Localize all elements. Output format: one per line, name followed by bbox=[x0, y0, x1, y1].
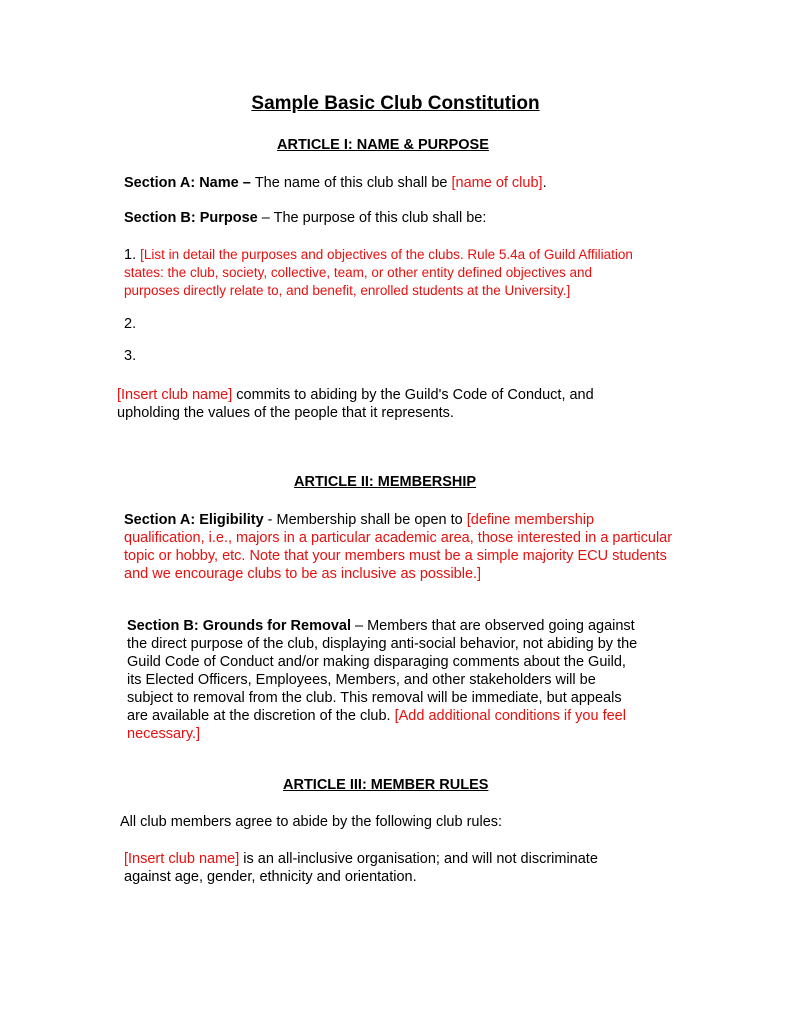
article-2-section-a bbox=[124, 511, 672, 583]
section-a-dash: – bbox=[238, 175, 255, 191]
article-1-section-b bbox=[124, 209, 486, 227]
member-rule-1 bbox=[124, 850, 598, 886]
removal-line-4: its Elected Officers, Employees, Members, and other stakeholders will be bbox=[127, 672, 596, 688]
eligibility-placeholder-start: [define membership bbox=[466, 512, 595, 528]
rule-line-1: is an all-inclusive organisation; and will not discriminate bbox=[239, 851, 598, 867]
removal-line-5: subject to removal from the club. This removal will be immediate, but appeals bbox=[127, 690, 622, 706]
purpose-item-3: 3. bbox=[124, 348, 137, 364]
purpose-item-1 bbox=[124, 246, 633, 300]
purpose-item-1-line-1: [List in detail the purposes and objectives of the clubs. Rule 5.4a of Guild Affiliation bbox=[140, 247, 633, 262]
article-2-heading: ARTICLE II: MEMBERSHIP bbox=[294, 474, 477, 490]
purpose-item-2: 2. bbox=[124, 316, 137, 332]
purpose-item-1-number: 1. bbox=[124, 247, 141, 263]
eligibility-placeholder-line-2: qualification, i.e., majors in a particular academic area, those interested in a particular bbox=[124, 530, 673, 546]
member-rules-intro: All club members agree to abide by the following club rules: bbox=[120, 814, 503, 830]
section-a-period: . bbox=[542, 175, 547, 191]
name-of-club-placeholder: [name of club] bbox=[451, 175, 543, 191]
page-title: Sample Basic Club Constitution bbox=[251, 93, 540, 114]
removal-line-3: Guild Code of Conduct and/or making disparaging comments about the Guild, bbox=[127, 654, 626, 670]
section-b-purpose-text: – The purpose of this club shall be: bbox=[257, 210, 487, 226]
removal-line-1: – Members that are observed going against bbox=[350, 618, 635, 634]
removal-line-2: the direct purpose of the club, displaying anti-social behavior, not abiding by the bbox=[127, 636, 638, 652]
rule-line-2: against age, gender, ethnicity and orientation. bbox=[124, 869, 417, 885]
section-a-name-text: The name of this club shall be bbox=[254, 175, 452, 191]
article-1-heading: ARTICLE I: NAME & PURPOSE bbox=[277, 137, 489, 153]
rule-club-name-placeholder: [Insert club name] bbox=[124, 851, 240, 867]
eligibility-placeholder-line-4: and we encourage clubs to be as inclusive as possible.] bbox=[124, 566, 482, 582]
section-a-name-label: Section A: Name bbox=[124, 175, 239, 191]
commitment-line-1: commits to abiding by the Guild's Code of Conduct, and bbox=[232, 387, 594, 403]
removal-line-6: are available at the discretion of the club. bbox=[127, 708, 395, 724]
additional-conditions-placeholder-end: necessary.] bbox=[127, 726, 201, 742]
article-2-section-b bbox=[127, 617, 637, 743]
article-3-heading: ARTICLE III: MEMBER RULES bbox=[283, 777, 489, 793]
additional-conditions-placeholder: [Add additional conditions if you feel bbox=[394, 708, 626, 724]
eligibility-placeholder-line-3: topic or hobby, etc. Note that your members must be a simple majority ECU students bbox=[124, 548, 667, 564]
article-1-section-a bbox=[124, 174, 547, 192]
purpose-item-1-line-3: purposes directly relate to, and benefit, enrolled students at the University.] bbox=[124, 283, 571, 298]
insert-club-name-placeholder: [Insert club name] bbox=[117, 387, 233, 403]
section-b-purpose-label: Section B: Purpose bbox=[124, 210, 258, 226]
commitment-paragraph bbox=[117, 386, 594, 422]
eligibility-label: Section A: Eligibility bbox=[124, 512, 264, 528]
commitment-line-2: upholding the values of the people that it represents. bbox=[117, 405, 454, 421]
purpose-item-1-line-2: states: the club, society, collective, team, or other entity defined objectives and bbox=[124, 265, 592, 280]
grounds-for-removal-label: Section B: Grounds for Removal bbox=[127, 618, 351, 634]
eligibility-text: - Membership shall be open to bbox=[263, 512, 467, 528]
